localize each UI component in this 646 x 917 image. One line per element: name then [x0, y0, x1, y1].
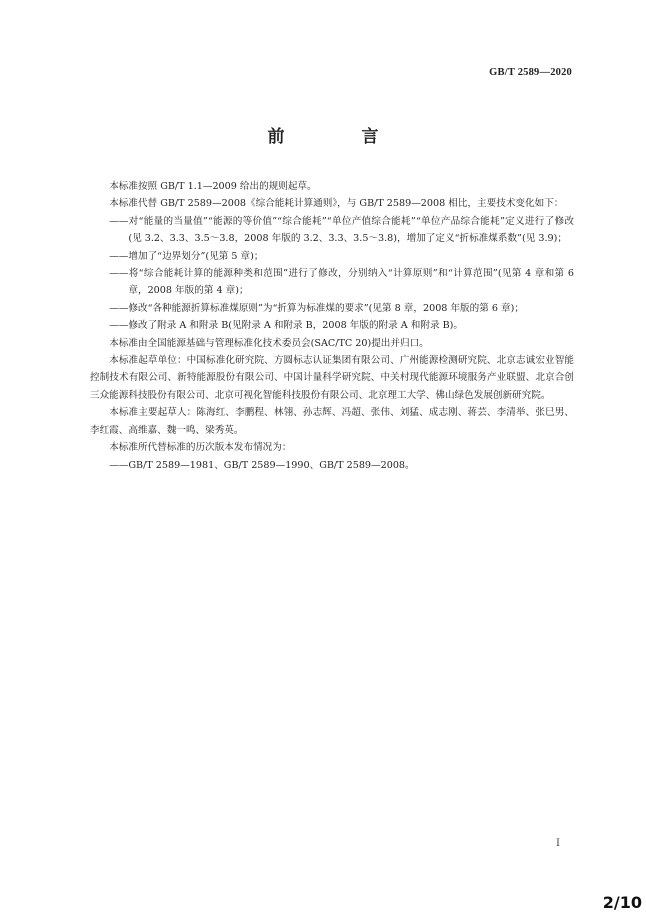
page-number: I: [556, 838, 560, 849]
paragraph-drafters: 本标准主要起草人：陈海红、李鹏程、林翎、孙志辉、冯超、张伟、刘猛、成志刚、蒋芸、李清举、张巳男、李红霞、高维嘉、魏一鸣、梁秀英。: [90, 407, 574, 436]
document-body: [90, 178, 574, 474]
list-item-annex: ——修改了附录 A 和附录 B(见附录 A 和附录 B，2008 年版的附录 A 和附录 B)。: [109, 320, 463, 332]
list-item-versions: ——GB/T 2589—1981、GB/T 2589—1990、GB/T 2589—2008。: [109, 459, 415, 471]
standard-code: GB/T 2589—2020: [489, 67, 572, 78]
paragraph-drafting-rules: 本标准按照 GB/T 1.1—2009 给出的规则起草。: [109, 181, 317, 192]
page-counter: 2/10: [602, 893, 642, 912]
list-item-definitions: ——对“能量的当量值”“能源的等价值”“综合能耗”“单位产值综合能耗”“单位产品综合能耗”定义进行了修改(见 3.2、3.3、3.5～3.8，2008 年版的 3.2、3.3、3.5～3.8)，增加了定义“折标准煤系数”(见 3.9)；: [109, 215, 574, 245]
page-title: 前 言: [267, 127, 409, 147]
paragraph-committee: 本标准由全国能源基础与管理标准化技术委员会(SAC/TC 20)提出并归口。: [109, 337, 429, 349]
paragraph-replaces: 本标准代替 GB/T 2589—2008《综合能耗计算通则》，与 GB/T 2589—2008 相比，主要技术变化如下：: [109, 198, 564, 210]
paragraph-drafting-units: 本标准起草单位：中国标准化研究院、方圆标志认证集团有限公司、广州能源检测研究院、北京志诚宏业智能控制技术有限公司、新特能源股份有限公司、中国计量科学研究院、中关村现代能源环境服务产业联盟、北京合创三众能源科技股份有限公司、北京可视化智能科技股份有限公司、北京理工大学、佛山绿色发展创新研究院。: [90, 355, 574, 401]
paragraph-history: 本标准所代替标准的历次版本发布情况为：: [109, 442, 292, 454]
list-item-scope: ——将“综合能耗计算的能源种类和范围”进行了修改，分别纳入“计算原则”和“计算范围”(见第 4 章和第 6 章，2008 年版的第 4 章)；: [109, 268, 574, 297]
list-item-boundary: ——增加了“边界划分”(见第 5 章)；: [109, 250, 264, 262]
list-item-conversion: ——修改“各种能源折算标准煤原则”为“折算为标准煤的要求”(见第 8 章，2008 年版的第 6 章)；: [109, 302, 524, 314]
